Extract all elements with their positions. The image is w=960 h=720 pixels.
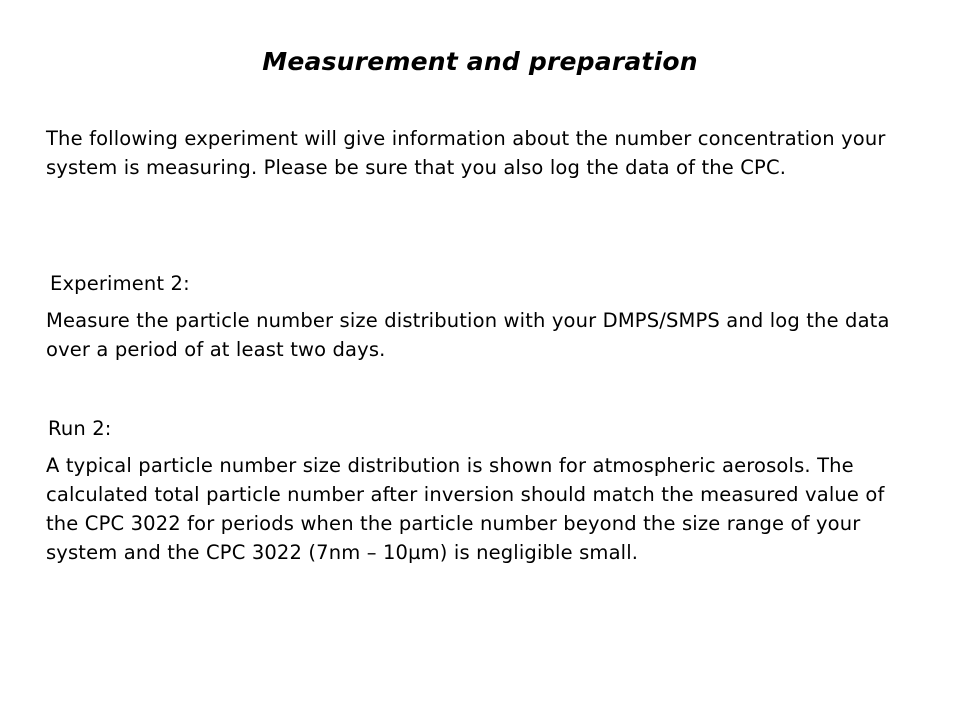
slide-title: Measurement and preparation bbox=[262, 47, 698, 76]
run-label: Run 2: bbox=[48, 417, 112, 440]
experiment-paragraph: Measure the particle number size distribution with your DMPS/SMPS and log the data over a period of at least two days. bbox=[46, 309, 890, 361]
intro-paragraph: The following experiment will give information about the number concentration your system is measuring. Please be sure that you also log the data of the CPC. bbox=[46, 127, 886, 179]
run-paragraph: A typical particle number size distribution is shown for atmospheric aerosols. The calculated total particle number after inversion should match the measured value of the CPC 3022 for periods when the particle number beyond the size range of your system and the CPC 3022 (7nm – 10µm) is negligible small. bbox=[46, 454, 885, 564]
experiment-label: Experiment 2: bbox=[50, 272, 190, 295]
